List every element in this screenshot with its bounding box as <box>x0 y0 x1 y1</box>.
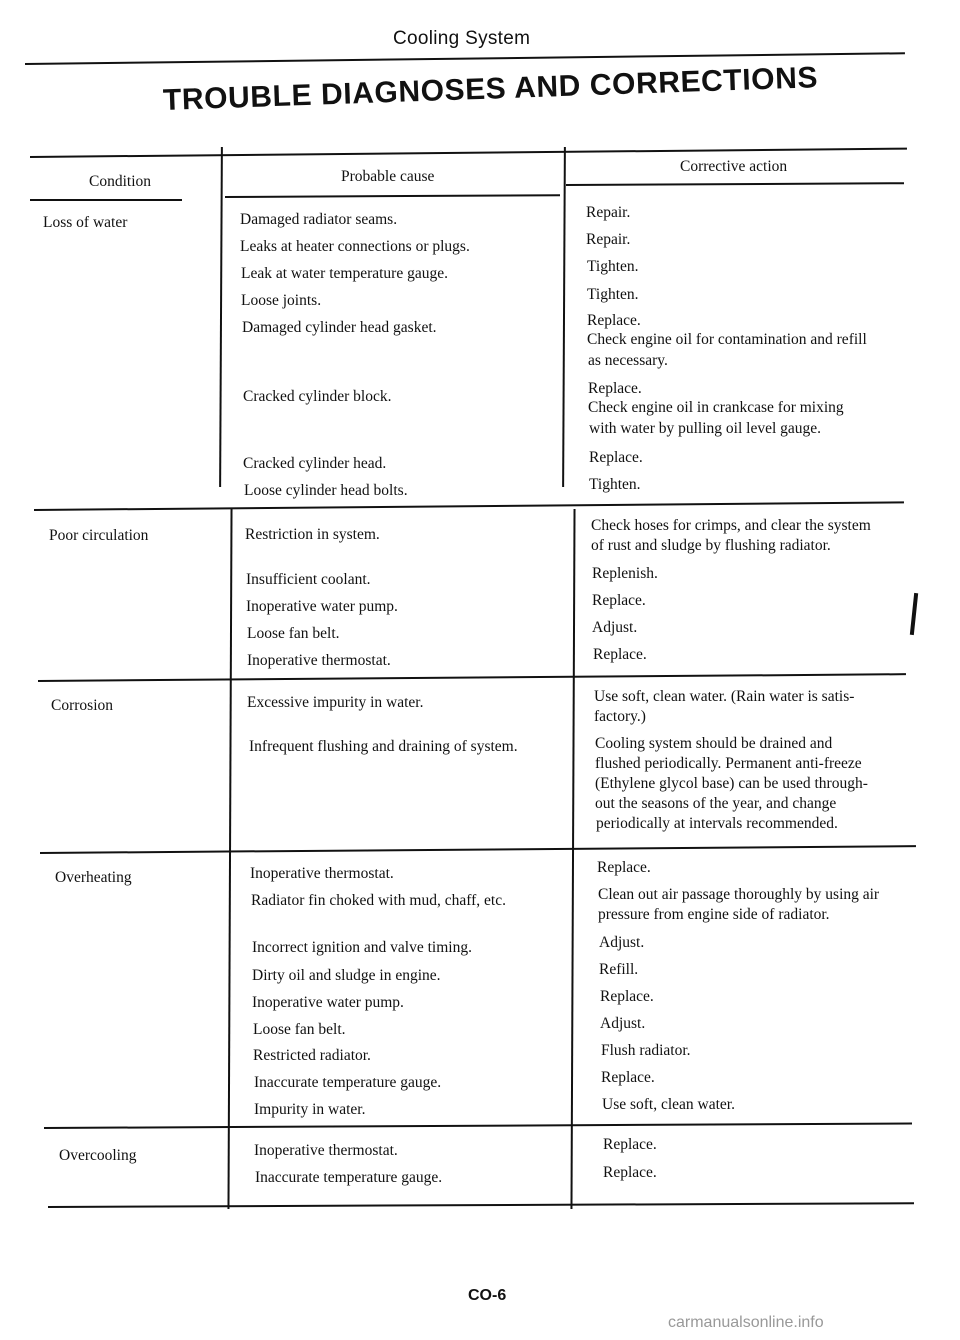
condition-cell: Loss of water <box>43 214 128 231</box>
action-cell: Cooling system should be drained and <box>595 735 833 752</box>
action-header-rule <box>566 182 904 186</box>
action-cell: Replace. <box>587 312 641 329</box>
column-header-condition: Condition <box>89 173 152 190</box>
action-cell: Adjust. <box>592 619 638 636</box>
action-cell: Tighten. <box>587 286 639 303</box>
action-cell: periodically at intervals recommended. <box>596 815 838 832</box>
cause-cell: Incorrect ignition and valve timing. <box>252 939 472 956</box>
action-cell: Replace. <box>588 380 642 397</box>
cause-cell: Loose fan belt. <box>253 1021 346 1038</box>
cause-cell: Restricted radiator. <box>253 1047 371 1064</box>
column-separator <box>562 147 566 487</box>
condition-cell: Overcooling <box>59 1147 137 1164</box>
action-cell: Adjust. <box>600 1015 646 1032</box>
cause-cell: Cracked cylinder head. <box>243 455 387 472</box>
action-cell: with water by pulling oil level gauge. <box>589 420 822 437</box>
action-cell: Use soft, clean water. (Rain water is satis- <box>594 688 855 705</box>
action-cell: Check engine oil in crankcase for mixing <box>588 399 844 416</box>
row-divider <box>38 673 906 682</box>
cause-cell: Inoperative water pump. <box>252 994 404 1011</box>
cause-cell: Inoperative water pump. <box>246 598 398 615</box>
action-cell: Flush radiator. <box>601 1042 691 1059</box>
row-divider <box>44 1122 912 1129</box>
cause-cell: Restriction in system. <box>245 526 380 543</box>
column-header-cause: Probable cause <box>341 168 435 185</box>
cause-cell: Infrequent flushing and draining of system. <box>249 738 518 755</box>
cause-cell: Impurity in water. <box>254 1101 366 1118</box>
column-separator <box>227 509 232 1209</box>
cause-cell: Damaged cylinder head gasket. <box>242 319 437 336</box>
table-bottom-rule <box>48 1202 914 1208</box>
cause-cell: Inoperative thermostat. <box>247 652 391 669</box>
action-cell: out the seasons of the year, and change <box>595 795 837 812</box>
action-cell: Replace. <box>593 646 647 663</box>
section-header: Cooling System <box>393 28 531 49</box>
action-cell: Tighten. <box>589 476 641 493</box>
cause-cell: Damaged radiator seams. <box>240 211 398 228</box>
action-cell: flushed periodically. Permanent anti-freeze <box>595 755 862 772</box>
action-cell: as necessary. <box>588 352 668 369</box>
action-cell: Check hoses for crimps, and clear the system <box>591 517 871 534</box>
action-cell: Replace. <box>603 1136 657 1153</box>
column-separator <box>219 147 223 487</box>
condition-cell: Poor circulation <box>49 527 149 544</box>
action-cell: Refill. <box>599 961 639 978</box>
cause-header-rule <box>225 194 560 198</box>
action-cell: Replace. <box>592 592 646 609</box>
cause-cell: Inaccurate temperature gauge. <box>254 1074 442 1091</box>
action-cell: Replace. <box>597 859 651 876</box>
action-cell: Repair. <box>586 231 631 248</box>
cause-cell: Loose cylinder head bolts. <box>244 482 408 499</box>
cause-cell: Cracked cylinder block. <box>243 388 392 405</box>
cause-cell: Leaks at heater connections or plugs. <box>240 238 470 255</box>
column-header-action: Corrective action <box>680 158 788 175</box>
cause-cell: Inaccurate temperature gauge. <box>255 1169 443 1186</box>
action-cell: Replenish. <box>592 565 658 582</box>
condition-header-rule <box>30 199 182 201</box>
cause-cell: Leak at water temperature gauge. <box>241 265 448 282</box>
action-cell: (Ethylene glycol base) can be used through- <box>595 775 868 792</box>
action-cell: of rust and sludge by flushing radiator. <box>591 537 831 554</box>
cause-cell: Excessive impurity in water. <box>247 694 424 711</box>
action-cell: Clean out air passage thoroughly by using air <box>598 886 880 903</box>
action-cell: Use soft, clean water. <box>602 1096 735 1113</box>
cause-cell: Radiator fin choked with mud, chaff, etc. <box>251 892 506 909</box>
page-title: TROUBLE DIAGNOSES AND CORRECTIONS <box>162 61 819 117</box>
action-cell: Repair. <box>586 204 631 221</box>
condition-cell: Overheating <box>55 869 132 886</box>
action-cell: Replace. <box>601 1069 655 1086</box>
row-divider <box>40 845 916 854</box>
action-cell: factory.) <box>594 708 646 725</box>
cause-cell: Loose joints. <box>241 292 322 309</box>
action-cell: pressure from engine side of radiator. <box>598 906 830 923</box>
action-cell: Adjust. <box>599 934 645 951</box>
column-separator <box>570 509 575 1209</box>
cause-cell: Dirty oil and sludge in engine. <box>252 967 441 984</box>
action-cell: Check engine oil for contamination and refill <box>587 331 867 348</box>
cause-cell: Inoperative thermostat. <box>254 1142 398 1159</box>
cause-cell: Inoperative thermostat. <box>250 865 394 882</box>
action-cell: Tighten. <box>587 258 639 275</box>
cause-cell: Loose fan belt. <box>247 625 340 642</box>
condition-cell: Corrosion <box>51 697 113 714</box>
action-cell: Replace. <box>600 988 654 1005</box>
margin-mark <box>910 593 918 635</box>
cause-cell: Insufficient coolant. <box>246 571 371 588</box>
action-cell: Replace. <box>589 449 643 466</box>
page-number: CO-6 <box>468 1287 507 1304</box>
watermark: carmanualsonline.info <box>668 1314 824 1331</box>
row-divider <box>34 501 904 511</box>
action-cell: Replace. <box>603 1164 657 1181</box>
